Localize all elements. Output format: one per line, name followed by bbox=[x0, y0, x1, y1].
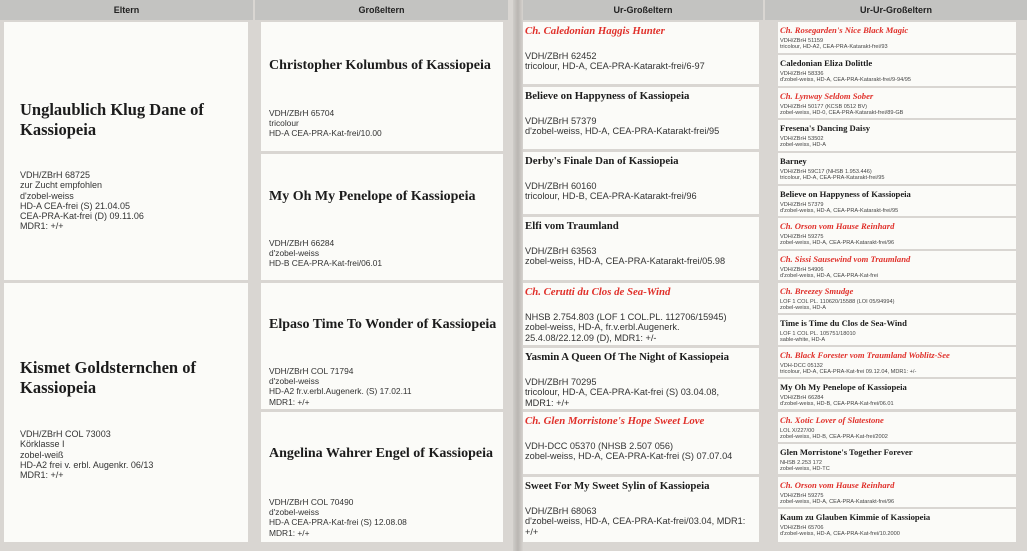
grandparent-info: VDH/ZBrH 65704 tricolour HD-A CEA-PRA-Kat-frei/10.00 bbox=[269, 108, 382, 139]
great-great-grandparent-name: Ch. Black Forester vom Traumland Woblitz-See bbox=[780, 350, 950, 360]
great-great-grandparent-name: Ch. Lynway Seldom Sober bbox=[780, 91, 874, 101]
great-great-grandparent bbox=[778, 509, 1016, 542]
great-great-grandparent-info: VDH/ZBrH 59C17 (NHSB 1.953.446) tricolour, HD-A, CEA-PRA-Katarakt-frei/95 bbox=[780, 169, 885, 182]
grandparent bbox=[261, 154, 503, 280]
parent-info: VDH/ZBrH 68725 zur Zucht empfohlen d'zobel-weiss HD-A CEA-frei (S) 21.04.05 CEA-PRA-Kat-frei (D) 09.11.06 MDR1: +/+ bbox=[20, 170, 144, 232]
great-grandparent bbox=[523, 217, 759, 280]
great-grandparent bbox=[523, 22, 759, 84]
great-great-grandparent-info: VDH/ZBrH 59275 zobel-weiss, HD-A, CEA-PRA-Katarakt-frei/96 bbox=[780, 493, 895, 506]
great-great-grandparent-name: Ch. Sissi Sausewind vom Traumland bbox=[780, 254, 911, 264]
great-great-grandparent-name: Caledonian Eliza Dolittle bbox=[780, 58, 873, 68]
header-ur-ur-grosseltern: Ur-Ur-Großeltern bbox=[765, 0, 1027, 20]
great-great-grandparent-name: Ch. Xotic Lover of Slatestone bbox=[780, 415, 884, 425]
header-eltern: Eltern bbox=[0, 0, 253, 20]
great-great-grandparent bbox=[778, 412, 1016, 442]
parent-dam bbox=[4, 283, 248, 542]
great-great-grandparent-name: Ch. Breezey Smudge bbox=[780, 286, 854, 296]
great-great-grandparent-info: LOL X/227/00 zobel-weiss, HD-B, CEA-PRA-Kat-frei/2002 bbox=[780, 428, 888, 441]
great-grandparent-info: VDH/ZBrH 70295 tricolour, HD-A, CEA-PRA-Kat-frei (S) 03.04.08, MDR1: +/+ bbox=[525, 377, 720, 408]
great-great-grandparent bbox=[778, 120, 1016, 151]
great-great-grandparent-name: Time is Time du Clos de Sea-Wind bbox=[780, 318, 907, 328]
great-great-grandparent-name: Fresena's Dancing Daisy bbox=[780, 123, 871, 133]
grandparent bbox=[261, 283, 503, 409]
great-great-grandparent-info: VDH/ZBrH 66284 d'zobel-weiss, HD-B, CEA-PRA-Kat-frei/06.01 bbox=[780, 395, 894, 408]
great-grandparent-info: VDH/ZBrH 57379 d'zobel-weiss, HD-A, CEA-PRA-Katarakt-frei/95 bbox=[525, 116, 720, 137]
great-great-grandparent bbox=[778, 186, 1016, 216]
great-great-grandparent-info: VDH/ZBrH 59275 zobel-weiss, HD-A, CEA-PRA-Katarakt-frei/96 bbox=[780, 234, 895, 247]
great-great-grandparent-info: VDH/ZBrH 58336 d'zobel-weiss, HD-A, CEA-PRA-Katarakt-frei/9-94/95 bbox=[780, 71, 912, 84]
great-great-grandparent-info: VDH/ZBrH 51159 tricolour, HD-A2, CEA-PRA-Katarakt-frei/93 bbox=[780, 38, 888, 51]
great-great-grandparent-name: Ch. Rosegarden's Nice Black Magic bbox=[780, 25, 909, 35]
grandparent-name: My Oh My Penelope of Kassiopeia bbox=[269, 189, 476, 204]
great-great-grandparent-name: Ch. Orson vom Hause Reinhard bbox=[780, 221, 895, 231]
great-grandparent-info: VDH/ZBrH 62452 tricolour, HD-A, CEA-PRA-Katarakt-frei/6-97 bbox=[525, 51, 705, 72]
great-great-grandparent bbox=[778, 218, 1016, 249]
great-grandparent bbox=[523, 283, 759, 345]
grandparent bbox=[261, 22, 503, 151]
grandparent bbox=[261, 412, 503, 542]
great-great-grandparent-info: LOF 1 COL PL. 105751/18010 sable-white, HD-A bbox=[780, 331, 856, 344]
great-great-grandparent bbox=[778, 315, 1016, 345]
great-great-grandparent-info: VDH/ZBrH 65706 d'zobel-weiss, HD-A, CEA-PRA-Kat-frei/10.2000 bbox=[780, 525, 900, 538]
grandparent-info: VDH/ZBrH COL 70490 d'zobel-weiss HD-A CEA-PRA-Kat-frei (S) 12.08.08 MDR1: +/+ bbox=[269, 497, 407, 538]
great-grandparent-name: Sweet For My Sweet Sylin of Kassiopeia bbox=[525, 480, 710, 492]
great-great-grandparent bbox=[778, 283, 1016, 313]
great-great-grandparent-info: NHSB 2.253 172 zobel-weiss, HD-TC bbox=[780, 460, 830, 473]
great-grandparent-name: Ch. Cerutti du Clos de Sea-Wind bbox=[525, 286, 671, 298]
great-grandparent-name: Derby's Finale Dan of Kassiopeia bbox=[525, 155, 679, 167]
great-grandparent-info: VDH/ZBrH 60160 tricolour, HD-B, CEA-PRA-Katarakt-frei/96 bbox=[525, 181, 697, 202]
great-great-grandparent-name: Ch. Orson vom Hause Reinhard bbox=[780, 480, 895, 490]
header-ur-grosseltern: Ur-Großeltern bbox=[523, 0, 763, 20]
great-grandparent-info: NHSB 2.754.803 (LOF 1 COL.PL. 112706/15945) zobel-weiss, HD-A, fr.v.erbl.Augenerk. 25.4.08/22.12.09 (D), MDR1: +/- bbox=[525, 312, 727, 343]
great-grandparent-name: Ch. Glen Morristone's Hope Sweet Love bbox=[525, 415, 705, 427]
grandparent-info: VDH/ZBrH COL 71794 d'zobel-weiss HD-A2 fr.v.erbl.Augenerk. (S) 17.02.11 MDR1: +/+ bbox=[269, 366, 412, 407]
grandparent-info: VDH/ZBrH 66284 d'zobel-weiss HD-B CEA-PRA-Kat-frei/06.01 bbox=[269, 238, 383, 269]
great-great-grandparent-info: LOF 1 COL PL. 110620/15588 (LOI 05/94994) zobel-weiss, HD-A bbox=[780, 299, 895, 312]
grandparent-name: Elpaso Time To Wonder of Kassiopeia bbox=[269, 317, 497, 332]
great-grandparent-name: Yasmin A Queen Of The Night of Kassiopeia bbox=[525, 351, 730, 363]
great-grandparent-name: Believe on Happyness of Kassiopeia bbox=[525, 90, 690, 102]
great-grandparent-name: Elfi vom Traumland bbox=[525, 220, 619, 232]
great-great-grandparent-info: VDH-DCC 05132 tricolour, HD-A, CEA-PRA-Kat-frei 09.12.04, MDR1: +/- bbox=[780, 363, 917, 376]
great-great-grandparent-name: Believe on Happyness of Kassiopeia bbox=[780, 189, 911, 199]
great-grandparent bbox=[523, 477, 759, 542]
header-grosseltern: Großeltern bbox=[255, 0, 508, 20]
great-great-grandparent bbox=[778, 251, 1016, 280]
great-great-grandparent bbox=[778, 153, 1016, 184]
great-great-grandparent-name: My Oh My Penelope of Kassiopeia bbox=[780, 382, 907, 392]
great-great-grandparent bbox=[778, 444, 1016, 474]
great-great-grandparent bbox=[778, 379, 1016, 409]
great-great-grandparent-info: VDH/ZBrH 57379 d'zobel-weiss, HD-A, CEA-PRA-Katarakt-frei/95 bbox=[780, 202, 899, 215]
great-great-grandparent-name: Glen Morristone's Together Forever bbox=[780, 447, 913, 457]
great-great-grandparent bbox=[778, 477, 1016, 507]
parent-name: Unglaublich Klug Dane of Kassiopeia bbox=[20, 100, 204, 139]
grandparent-name: Angelina Wahrer Engel of Kassiopeia bbox=[269, 446, 494, 461]
great-great-grandparent-info: VDH/ZBrH 53502 zobel-weiss, HD-A bbox=[780, 136, 827, 149]
great-grandparent bbox=[523, 152, 759, 214]
parent-info: VDH/ZBrH COL 73003 Körklasse I zobel-weiß HD-A2 frei v. erbl. Augenkr. 06/13 MDR1: +/+ bbox=[20, 429, 154, 481]
great-grandparent bbox=[523, 87, 759, 149]
great-great-grandparent bbox=[778, 347, 1016, 377]
grandparent-name: Christopher Kolumbus of Kassiopeia bbox=[269, 58, 491, 73]
page-fold bbox=[513, 0, 523, 551]
great-grandparent-info: VDH-DCC 05370 (NHSB 2.507 056) zobel-weiss, HD-A, CEA-PRA-Kat-frei (S) 07.07.04 bbox=[525, 441, 733, 462]
great-grandparent-name: Ch. Caledonian Haggis Hunter bbox=[525, 25, 665, 37]
great-grandparent bbox=[523, 412, 759, 474]
great-grandparent-info: VDH/ZBrH 68063 d'zobel-weiss, HD-A, CEA-PRA-Kat-frei/03.04, MDR1: +/+ bbox=[525, 506, 746, 537]
great-great-grandparent-name: Barney bbox=[780, 156, 807, 166]
parent-name: Kismet Goldsternchen of Kassiopeia bbox=[20, 358, 196, 397]
parent-sire bbox=[4, 22, 248, 280]
great-great-grandparent-name: Kaum zu Glauben Kimmie of Kassiopeia bbox=[780, 512, 931, 522]
great-great-grandparent bbox=[778, 88, 1016, 118]
great-great-grandparent-info: VDH/ZBrH 50177 (KCSB 0512 BV) zobel-weiss, HD-0, CEA-PRA-Katarakt-frei/89-GB bbox=[780, 104, 904, 117]
great-great-grandparent-info: VDH/ZBrH 54906 d'zobel-weiss, HD-A, CEA-PRA-Kat-frei bbox=[780, 267, 879, 280]
great-grandparent bbox=[523, 348, 759, 409]
great-grandparent-info: VDH/ZBrH 63563 zobel-weiss, HD-A, CEA-PRA-Katarakt-frei/05.98 bbox=[525, 246, 726, 267]
great-great-grandparent bbox=[778, 22, 1016, 53]
great-great-grandparent bbox=[778, 55, 1016, 86]
